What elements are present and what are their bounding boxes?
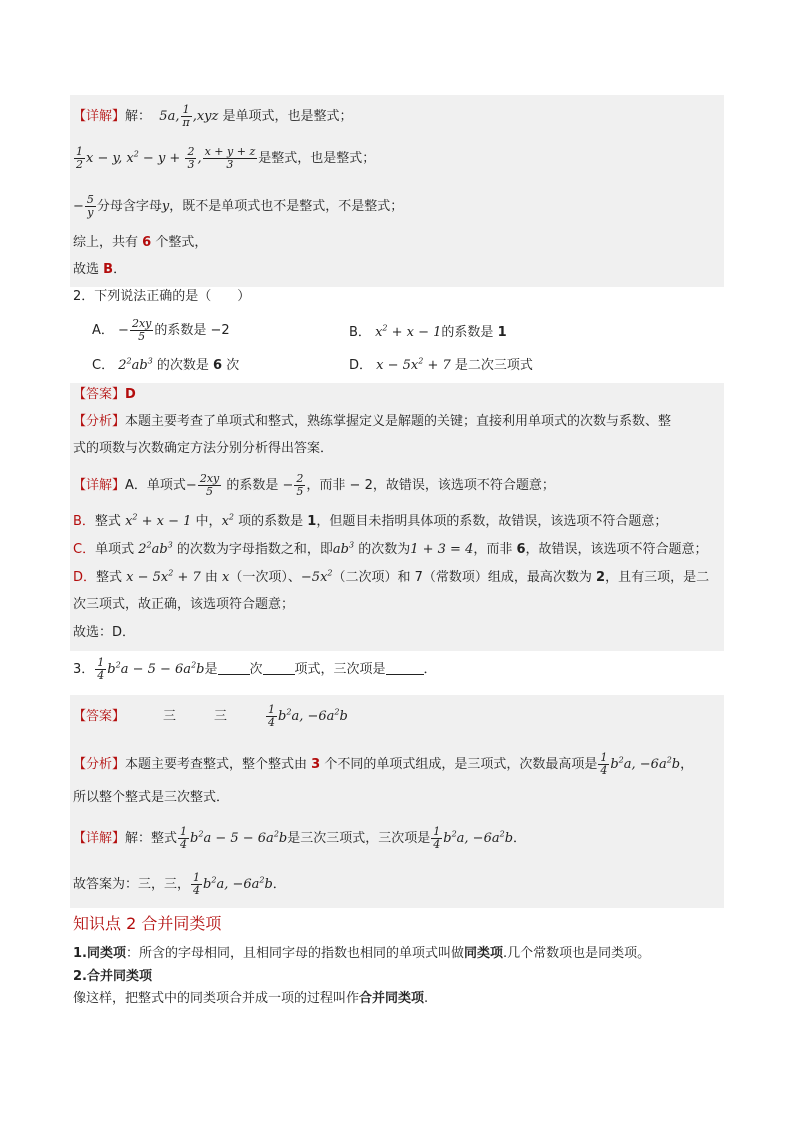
- explain1-line4: 综上，共有 6 个整式，: [73, 235, 208, 250]
- section-para-1: 1.同类项：所含的字母相同，且相同字母的指数也相同的单项式叫做同类项.几个常数项也是同类项。: [73, 946, 651, 961]
- explain1-line1: 【详解】解： 5a, $\frac{1}{\pi}$ ,xyz 是单项式，也是整式；: [73, 103, 353, 129]
- section-heading: 知识点 2 合并同类项: [73, 914, 222, 933]
- q2-final: 故选：D．: [73, 625, 136, 640]
- q2-analysis-line1: 【分析】本题主要考查了单项式和整式，熟练掌握定义是解题的关键；直接利用单项式的次数与系数、整: [73, 414, 672, 429]
- q2-stem: 2．下列说法正确的是（ ）: [73, 289, 251, 304]
- q2-analysis-line2: 式的项数与次数确定方法分别分析得出答案．: [73, 441, 334, 456]
- q2-option-a[interactable]: A． − $\frac{2xy}{5}$ 的系数是 −2: [92, 317, 230, 343]
- q3-blank-2[interactable]: [263, 661, 295, 675]
- q2-detail-d: D．整式 $x - 5x^2 + 7$ 由 x（一次项）、$-5x^2$（二次项）和 7（常数项）组成，最高次数为 2，且有三项，是二: [73, 568, 710, 585]
- q3-analysis-line1: 【分析】本题主要考查整式，整个整式由 3 个不同的单项式组成，是三项式，次数最高项是 $\frac{1}{4}$ $b^2a$, $-6a^2b$，: [73, 751, 694, 777]
- q3-answer-line: 【答案】 三 三 $\frac{1}{4}$ $b^2a$, $-6a^2b$: [73, 703, 348, 729]
- q2-detail-c: C．单项式 $2^2ab^3$ 的次数为字母指数之和，即$ab^3$ 的次数为1 + 3 = 4，而非 6，故错误，该选项不符合题意；: [73, 540, 708, 557]
- q3-stem: 3． $\frac{1}{4}$ $b^2a - 5 - 6a^2b$是 次 项式，三次项是 ．: [73, 656, 437, 682]
- q2-answer-line: 【答案】D: [73, 387, 136, 402]
- q3-analysis-line2: 所以整个整式是三次整式．: [73, 790, 230, 805]
- explain1-line2: $\frac{1}{2}$ x − y, $x^2 - y$ + $\frac{2}{3}$ , $\frac{x + y + z}{3}$ 是整式，也是整式；: [76, 145, 376, 171]
- q2-option-b[interactable]: B． $x^2 + x - 1$的系数是 1: [349, 323, 507, 340]
- section-para-2: 2.合并同类项: [73, 969, 152, 984]
- section-para-3: 像这样，把整式中的同类项合并成一项的过程叫作合并同类项.: [73, 991, 429, 1006]
- q2-detail-b: B．整式 $x^2 + x - 1$ 中，$x^2$ 项的系数是 1，但题目未指明具体项的系数，故错误，该选项不符合题意；: [73, 512, 668, 529]
- q3-blank-3[interactable]: [386, 661, 424, 675]
- q2-option-d[interactable]: D． $x - 5x^2 + 7$ 是二次三项式: [349, 356, 533, 373]
- q3-blank-1[interactable]: [218, 661, 250, 675]
- q3-final-line: 故答案为：三，三， $\frac{1}{4}$ $b^2a$, $-6a^2b$．: [73, 871, 286, 897]
- explain1-line3: − $\frac{5}{y}$ 分母含字母y，既不是单项式也不是整式，不是整式；: [73, 193, 404, 219]
- q2-detail-a: 【详解】A．单项式− $\frac{2xy}{5}$ 的系数是 − $\frac{2}{5}$ ，而非 − 2，故错误，该选项不符合题意；: [73, 472, 555, 498]
- q3-detail-line: 【详解】解：整式 $\frac{1}{4}$ $b^2a - 5 - 6a^2b$是三次三项式，三次项是 $\frac{1}{4}$ $b^2a$, $-6a^2b$．: [73, 825, 527, 851]
- q2-option-c[interactable]: C． $2^2ab^3$ 的次数是 6 次: [92, 356, 240, 373]
- explain1-line5: 故选 B．: [73, 262, 127, 277]
- q2-detail-d-line2: 次三项式，故正确，该选项符合题意；: [73, 597, 295, 612]
